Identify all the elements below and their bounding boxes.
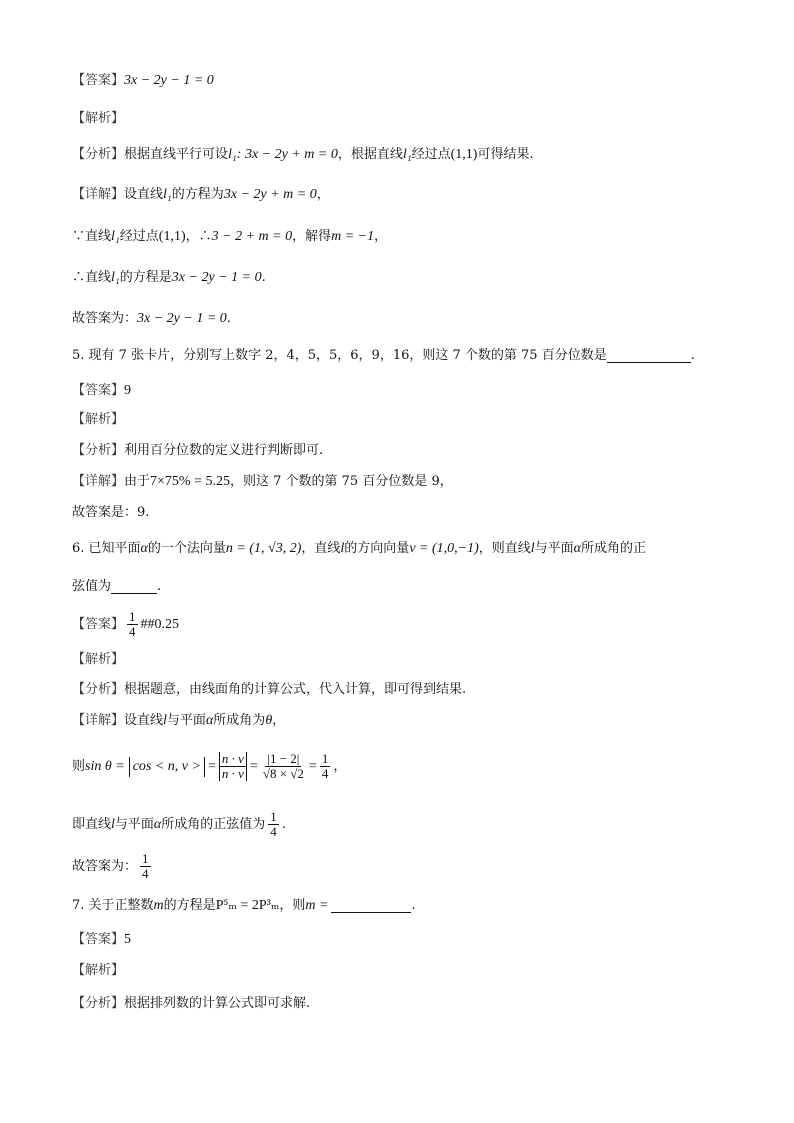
q6-sine-fraction-2 [261,752,306,781]
q5-question-text: 5. 现有 7 张卡片，分别写上数字 2，4，5，5，6，9，16，则这 7 个数的第 75 百分位数是 [72,348,607,363]
q4-final-text-b: . [226,311,231,326]
q5-fenxi-text: 利用百分位数的定义进行判断即可. [124,443,324,458]
q6-final-line [72,852,154,881]
q5-answer-line [72,382,131,400]
q6-answer-blank [111,581,157,594]
q5-detail-text-a: 由于 [124,474,151,489]
q6-conc-alpha: α [153,816,162,832]
q6-question-line-2 [72,578,161,596]
q6-conc-denominator: 4 [270,824,277,839]
q6-conclusion-line [72,810,286,839]
q4-fenxi-point: (1,1) [450,147,478,162]
q6-final-fraction [140,852,151,881]
q4-since-l1: l₁ [111,229,120,244]
q6-final-numerator: 1 [142,851,149,866]
q6-sine-fraction-1 [219,752,247,781]
q4-since-result: m = −1 [331,229,375,244]
q4-answer-line [72,72,214,90]
q6-detail-alpha: α [205,713,214,728]
q6-q2-text: 弦值为 [72,579,112,594]
q6-answer-denominator: 4 [129,624,136,639]
q4-since-text-d: ，解得 [292,229,332,244]
q7-q-text-c: ，则 [279,898,306,913]
q7-m-equals: m = [305,898,329,913]
q4-detail-text-b: 的方程为 [171,187,224,202]
answer-tag: 【答案】 [72,73,125,88]
q6-question-line-1 [72,540,646,558]
q6-q2-end: . [157,579,162,594]
q6-fenxi-line [72,681,466,699]
q6-answer-alt: ##0.25 [140,616,180,632]
q6-conc-text-c: 所成角的正弦值为 [161,816,266,832]
q4-final-line [72,310,231,328]
fenxi-tag: 【分析】 [72,147,125,162]
q6-q-text-g: 所成角的正 [581,541,647,556]
q6-q-text-c: ，直线 [301,541,341,556]
q6-answer-fraction [127,610,138,639]
q7-fenxi-text: 根据排列数的计算公式即可求解. [124,996,311,1011]
q4-fenxi-equation: : 3x − 2y + m = 0 [236,147,338,162]
q5-question-end: . [690,348,695,363]
q4-since-text-e: ， [374,229,388,244]
q7-equation: P⁵ₘ = 2P³ₘ [215,898,280,913]
q6-detail-line [72,712,285,730]
q4-analysis-line [72,110,124,128]
q4-fenxi-text-d: 可得结果. [477,147,534,162]
q4-therefore-equation: 3x − 2y − 1 = 0 [171,270,262,285]
q4-final-equation: 3x − 2y − 1 = 0 [137,311,227,326]
q7-answer-value: 5 [124,932,132,947]
analysis-tag: 【解析】 [72,111,125,126]
q4-detail-line [72,186,330,204]
q6-conc-numerator: 1 [270,809,277,824]
q4-fenxi-l1-2: l₁ [402,147,412,162]
answer-tag: 【答案】 [72,932,125,947]
q6-detail-text-a: 设直线 [124,713,164,728]
q6-detail-text-c: 所成角为 [213,713,266,728]
q6-line-l-2: l [530,541,535,556]
q7-question-line [72,897,416,915]
q4-detail-equation: 3x − 2y + m = 0 [223,187,317,202]
q6-conc-end: . [281,816,286,832]
q6-f2-denominator: √8 × √2 [262,766,304,781]
q6-detail-text-d: ， [272,713,286,728]
q7-m: m [153,898,164,913]
answer-tag: 【答案】 [72,616,125,632]
q6-analysis-line [72,651,124,669]
q4-since-line [72,228,387,246]
q6-conc-text-b: 与平面 [114,816,154,832]
q5-fenxi-line [72,442,323,460]
detail-tag: 【详解】 [72,474,125,489]
q6-sine-lhs: sin θ = [85,758,125,774]
q4-fenxi-line [72,146,534,164]
q7-q-text-b: 的方程是 [163,898,216,913]
analysis-tag: 【解析】 [72,412,125,427]
q4-detail-text-a: 设直线 [124,187,164,202]
q6-detail-l: l [163,713,167,728]
q5-answer-value: 9 [124,383,132,398]
fenxi-tag: 【分析】 [72,443,125,458]
q4-answer-equation: 3x − 2y − 1 = 0 [124,73,214,88]
q5-final-line [72,504,149,522]
q6-sine-eq-2: = [249,758,258,774]
q6-alpha-2: α [573,541,582,556]
q7-analysis-line [72,962,124,980]
q7-q-text-a: 7. 关于正整数 [72,898,154,913]
q6-conc-fraction [268,810,279,839]
q7-answer-blank [331,900,411,913]
q7-q-end: . [411,898,416,913]
q6-answer-line [72,610,179,639]
q4-since-text-a: ∵直线 [72,229,112,244]
q6-q-text-a: 6. 已知平面 [72,541,141,556]
q6-f2-numerator: |1 − 2| [267,751,300,766]
q5-detail-equation: 7×75% = 5.25 [150,474,230,489]
q4-therefore-text-a: ∴直线 [72,270,112,285]
q6-answer-numerator: 1 [129,609,136,624]
q6-line-l: l [340,541,345,556]
fenxi-tag: 【分析】 [72,682,125,697]
q6-f3-numerator: 1 [321,751,329,766]
q7-fenxi-line [72,995,310,1013]
q4-fenxi-text-a: 根据直线平行可设 [124,147,229,162]
fenxi-tag: 【分析】 [72,996,125,1011]
q5-detail-line [72,473,453,491]
q4-final-text-a: 故答案为： [72,311,138,326]
q6-final-denominator: 4 [142,866,149,881]
q6-f1-denominator: n · v [219,767,247,781]
q5-answer-blank [607,350,691,363]
q6-sine-fraction-3 [320,752,331,781]
q5-final-text: 故答案是：9. [72,505,150,520]
q4-detail-l1: l₁ [163,187,172,202]
q6-alpha: α [140,541,148,556]
q6-f1-numerator: n · v [219,752,247,767]
q6-detail-theta: θ [265,713,273,728]
q6-sine-line [72,752,346,781]
q4-therefore-text-c: . [261,270,266,285]
q4-since-text-c: ，∴ [185,229,212,244]
q4-therefore-text-b: 的方程是 [119,270,172,285]
q4-fenxi-l1: l₁ [228,147,237,162]
q6-f3-denominator: 4 [321,766,329,781]
q6-sine-cos-abs: cos < n, v > [129,757,205,777]
q6-final-text: 故答案为： [72,858,138,874]
q6-direction-vector: v = (1,0,−1) [409,541,479,556]
q5-question-line [72,347,695,365]
q6-q-text-e: ，则直线 [478,541,531,556]
q6-normal-vector: n = (1, √3, 2) [225,541,302,556]
q6-sine-eq-1: = [207,758,216,774]
q4-fenxi-text-b: ，根据直线 [337,147,403,162]
detail-tag: 【详解】 [72,187,125,202]
q6-sine-text-a: 则 [72,758,86,774]
q5-analysis-line [72,411,124,429]
q6-q-text-b: 的一个法向量 [147,541,226,556]
q4-therefore-l1: l₁ [111,270,120,285]
q4-detail-text-c: ， [316,187,330,202]
q6-q-text-d: 的方向向量 [344,541,410,556]
q6-detail-text-b: 与平面 [166,713,206,728]
q6-q-text-f: 与平面 [534,541,574,556]
q6-sine-eq-3: = [308,758,317,774]
q7-answer-line [72,931,131,949]
q4-since-point: (1,1) [158,229,186,244]
q4-since-text-b: 经过点 [119,229,159,244]
q4-since-equation: 3 − 2 + m = 0 [211,229,293,244]
q6-fenxi-text: 根据题意，由线面角的计算公式，代入计算，即可得到结果. [124,682,467,697]
q4-fenxi-text-c: 经过点 [411,147,451,162]
analysis-tag: 【解析】 [72,652,125,667]
q6-conc-l: l [111,816,115,832]
q5-detail-text-b: ，则这 7 个数的第 75 百分位数是 9， [229,474,453,489]
q6-sine-end: ， [333,758,347,774]
analysis-tag: 【解析】 [72,963,125,978]
q6-conc-text-a: 即直线 [72,816,112,832]
q4-therefore-line [72,269,266,287]
answer-tag: 【答案】 [72,383,125,398]
detail-tag: 【详解】 [72,713,125,728]
